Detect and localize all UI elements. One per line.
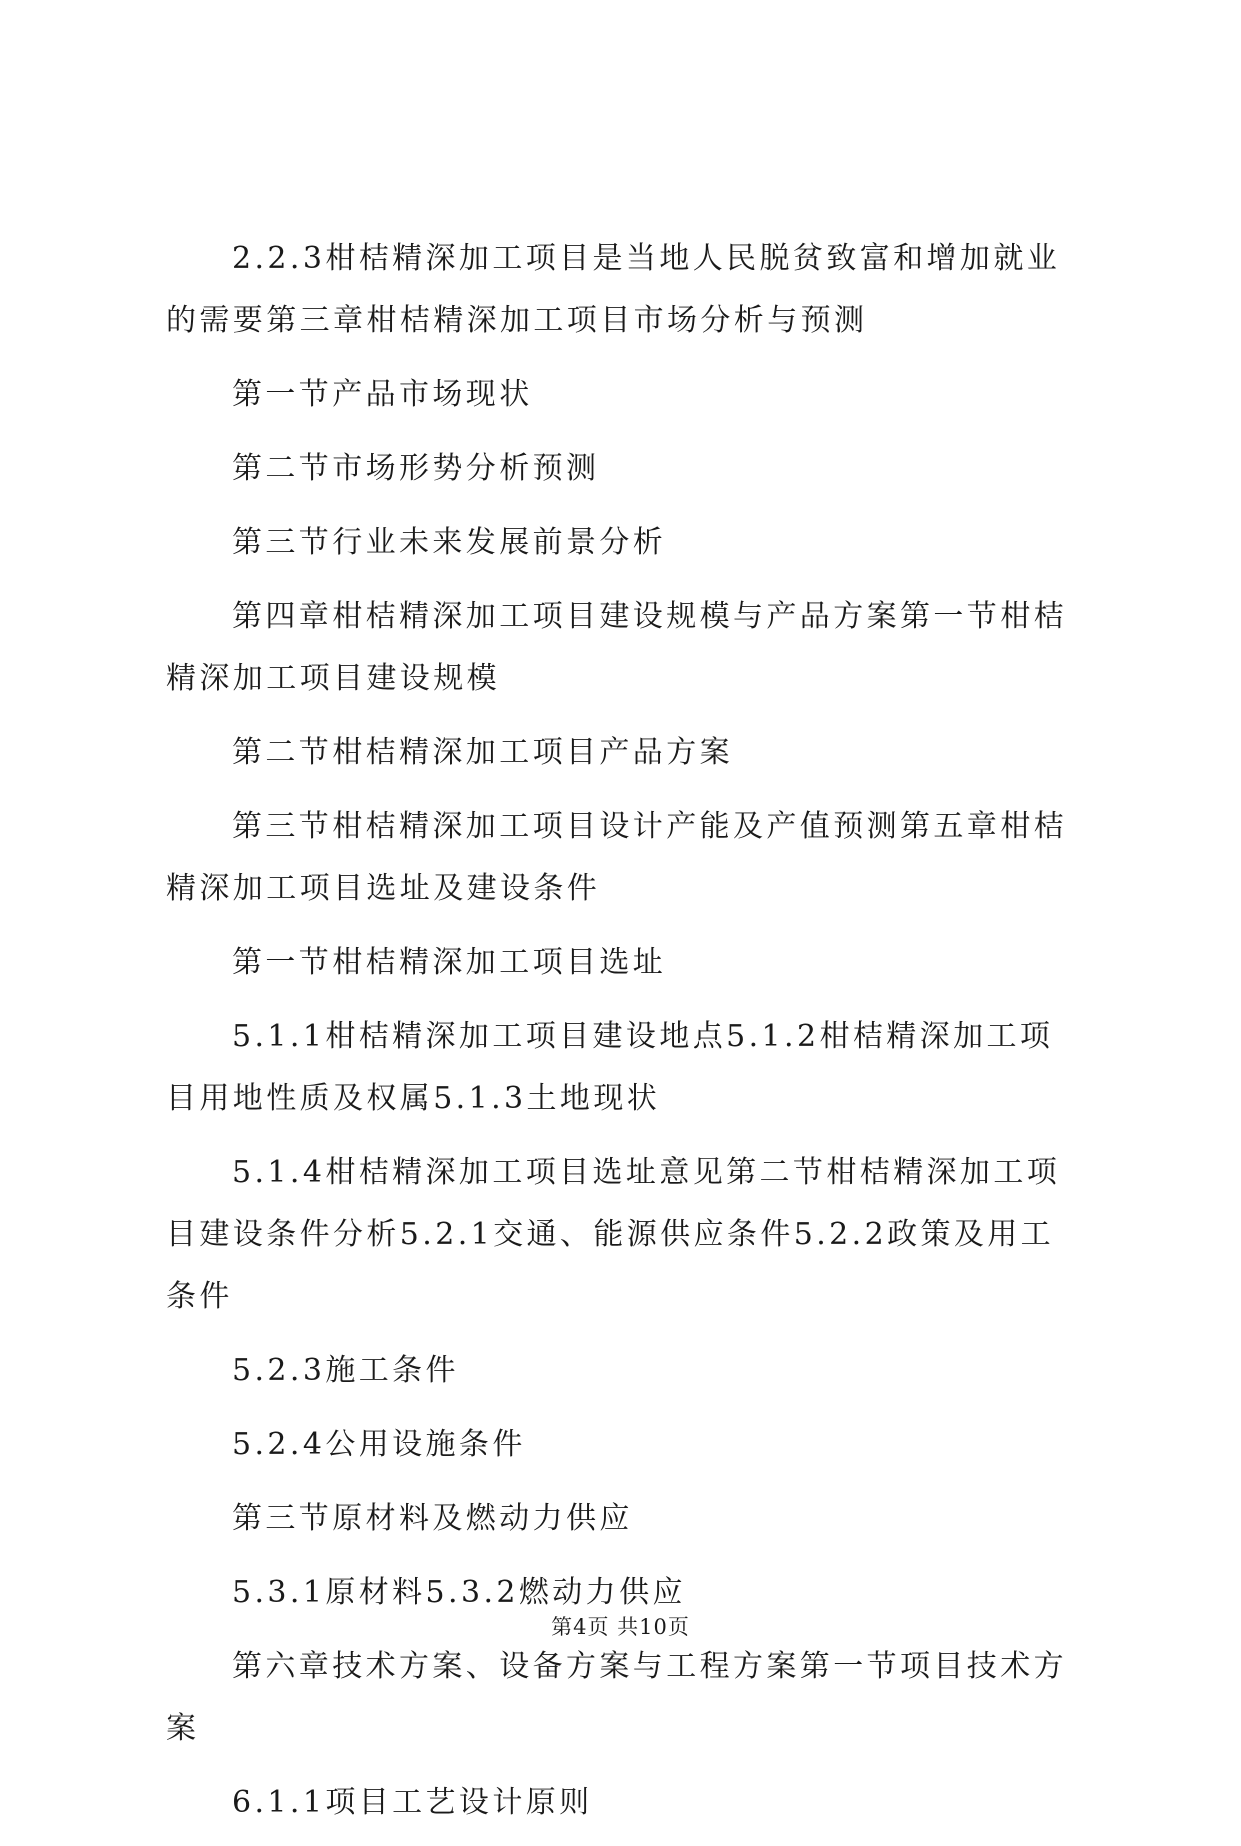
paragraph: 第一节柑桔精深加工项目选址: [232, 945, 667, 980]
document-body: [166, 228, 1084, 1846]
paragraph: 第三节原材料及燃动力供应: [232, 1501, 633, 1536]
paragraph: 第二节市场形势分析预测: [232, 451, 600, 486]
paragraph: 第六章技术方案、设备方案与工程方案第一节项目技术方案: [166, 1649, 1067, 1746]
paragraph: 5.1.1柑桔精深加工项目建设地点5.1.2柑桔精深加工项目用地性质及权属5.1.3土地现状: [166, 1019, 1054, 1116]
paragraph: 第四章柑桔精深加工项目建设规模与产品方案第一节柑桔精深加工项目建设规模: [166, 599, 1067, 696]
paragraph: 第二节柑桔精深加工项目产品方案: [232, 735, 733, 770]
paragraph: 5.2.4公用设施条件: [232, 1427, 526, 1462]
paragraph: 6.1.1项目工艺设计原则: [232, 1785, 593, 1820]
paragraph: 第三节柑桔精深加工项目设计产能及产值预测第五章柑桔精深加工项目选址及建设条件: [166, 809, 1067, 906]
paragraph: 第一节产品市场现状: [232, 377, 533, 412]
paragraph: 5.1.4柑桔精深加工项目选址意见第二节柑桔精深加工项目建设条件分析5.2.1交通、能源供应条件5.2.2政策及用工条件: [166, 1155, 1061, 1314]
paragraph: 5.2.3施工条件: [232, 1353, 459, 1388]
paragraph: 2.2.3柑桔精深加工项目是当地人民脱贫致富和增加就业的需要第三章柑桔精深加工项目市场分析与预测: [166, 241, 1061, 338]
paragraph: 第三节行业未来发展前景分析: [232, 525, 667, 560]
page-footer: 第4页 共10页: [551, 1615, 690, 1639]
paragraph: 5.3.1原材料5.3.2燃动力供应: [232, 1575, 686, 1610]
